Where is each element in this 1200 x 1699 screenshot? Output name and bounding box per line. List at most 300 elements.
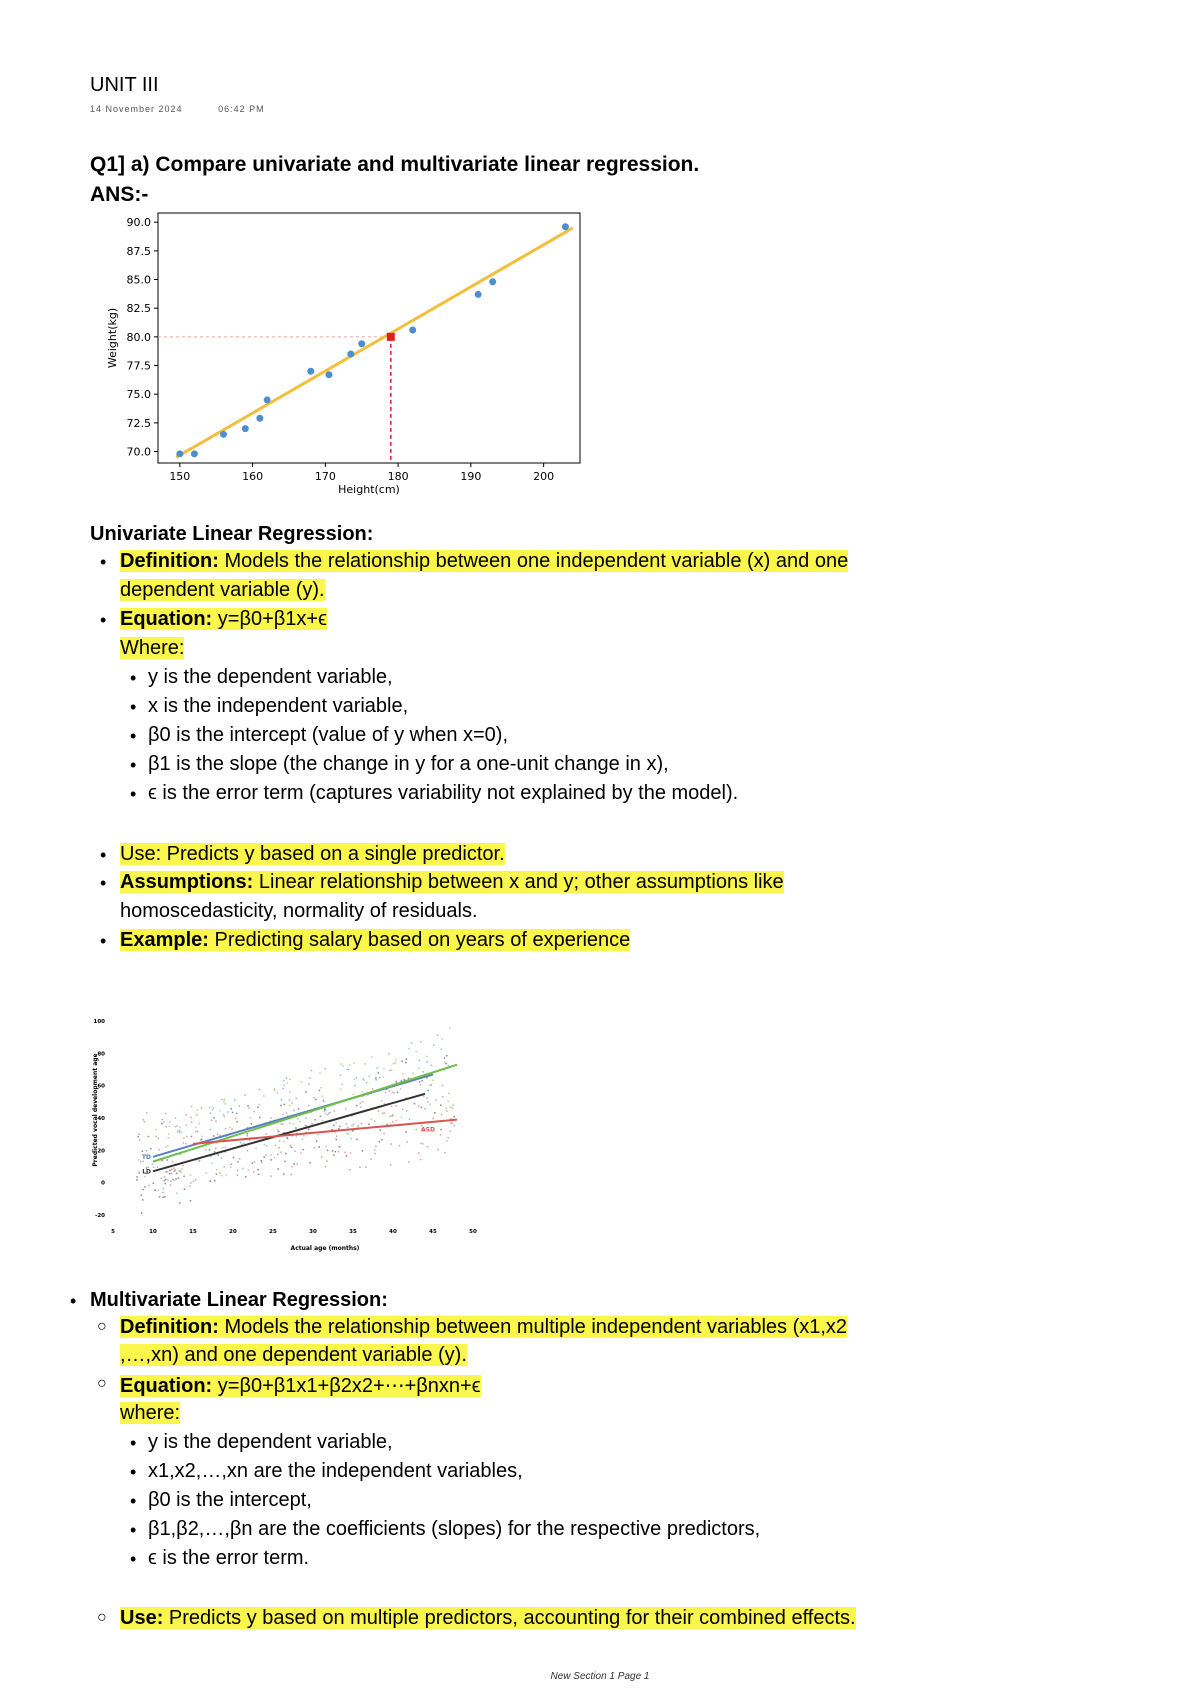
chart2-point — [300, 1081, 302, 1083]
chart2-xtick-label: 40 — [389, 1229, 397, 1235]
chart2-point — [261, 1162, 263, 1164]
chart2-point — [258, 1173, 260, 1175]
chart2-point — [447, 1100, 449, 1102]
chart2-series-label: ASD — [421, 1126, 435, 1134]
chart2-point — [212, 1107, 214, 1109]
chart2-point — [323, 1100, 325, 1102]
chart2-point — [402, 1108, 404, 1110]
chart2-point — [137, 1136, 139, 1138]
chart2-point — [365, 1166, 367, 1168]
sub-bullet: • — [130, 1549, 137, 1569]
chart2-point — [168, 1125, 170, 1127]
chart2-point — [418, 1067, 420, 1069]
chart2-point — [195, 1179, 197, 1181]
chart2-point — [445, 1107, 447, 1109]
chart2-point — [270, 1159, 272, 1161]
chart2-point — [165, 1126, 167, 1128]
chart2-point — [190, 1182, 192, 1184]
chart2-point — [270, 1154, 272, 1156]
univariate-use: Use: Predicts y based on a single predictor. — [120, 843, 505, 865]
chart2-point — [378, 1141, 380, 1143]
chart2-point — [213, 1117, 215, 1119]
chart2-point — [406, 1141, 408, 1143]
chart2-point — [164, 1196, 166, 1198]
chart2-point — [332, 1150, 334, 1152]
univariate-example: Example: Predicting salary based on years of experience — [120, 929, 631, 951]
chart2-point — [353, 1093, 355, 1095]
chart2-point — [162, 1196, 164, 1198]
chart2-point — [217, 1154, 219, 1156]
chart2-point — [427, 1089, 429, 1091]
multivariate-equation: Equation: y=β0+β1x1+β2x2+⋯+βnxn+ϵ — [120, 1375, 481, 1397]
chart2-point — [422, 1143, 424, 1145]
chart2-point — [205, 1172, 207, 1174]
bullet: • — [100, 610, 107, 630]
chart2-point — [414, 1103, 416, 1105]
chart2-point — [316, 1140, 318, 1142]
chart2-point — [176, 1125, 178, 1127]
chart2-point — [297, 1118, 299, 1120]
chart2-point — [397, 1091, 399, 1093]
chart2-point — [254, 1161, 256, 1163]
chart2-point — [263, 1156, 265, 1158]
chart2-point — [167, 1179, 169, 1181]
chart2-point — [446, 1140, 448, 1142]
chart2-point — [266, 1145, 268, 1147]
chart1-ytick-label: 82.5 — [126, 302, 151, 316]
sub-bullet: • — [130, 697, 137, 717]
chart2-series-label: TD — [141, 1153, 151, 1161]
chart2-point — [163, 1121, 165, 1123]
chart2-point — [221, 1099, 223, 1101]
univariate-definition-line2: dependent variable (y). — [120, 579, 325, 601]
chart2-point — [440, 1129, 442, 1131]
time-text: 06:42 PM — [218, 104, 265, 114]
chart2-point — [185, 1114, 187, 1116]
chart2-point — [408, 1077, 410, 1079]
chart2-xtick-label: 25 — [269, 1229, 277, 1235]
chart2-ytick-label: 80 — [97, 1051, 105, 1058]
chart2-point — [388, 1090, 390, 1092]
chart2-point — [263, 1144, 265, 1146]
sub-bullet: • — [130, 726, 137, 746]
chart2-point — [431, 1064, 433, 1066]
chart2-point — [420, 1107, 422, 1109]
chart2-point — [308, 1105, 310, 1107]
chart2-ytick-label: 0 — [101, 1180, 105, 1187]
chart2-point — [384, 1112, 386, 1114]
chart2-point — [390, 1164, 392, 1166]
chart2-point — [277, 1129, 279, 1131]
chart2-point — [432, 1079, 434, 1081]
chart2-xtick-label: 10 — [149, 1229, 157, 1235]
chart2-point — [184, 1188, 186, 1190]
chart2-point — [349, 1064, 351, 1066]
chart2-point — [216, 1169, 218, 1171]
chart2-point — [368, 1075, 370, 1077]
chart2-point — [237, 1170, 239, 1172]
chart2-point — [327, 1149, 329, 1151]
chart2-xtick-label: 5 — [111, 1229, 115, 1235]
chart2-point — [201, 1135, 203, 1137]
chart2-point — [368, 1123, 370, 1125]
chart2-point — [181, 1168, 183, 1170]
chart2-point — [432, 1117, 434, 1119]
chart2-point — [280, 1151, 282, 1153]
chart2-point — [179, 1127, 181, 1129]
chart2-point — [350, 1138, 352, 1140]
chart2-point — [286, 1137, 288, 1139]
chart2-point — [440, 1134, 442, 1136]
chart2-point — [176, 1192, 178, 1194]
chart1-xtick-label: 160 — [242, 470, 264, 483]
chart2-point — [191, 1136, 193, 1138]
chart2-point — [229, 1127, 231, 1129]
chart2-point — [453, 1125, 455, 1127]
chart2-point — [160, 1177, 162, 1179]
chart2-point — [418, 1105, 420, 1107]
chart2-point — [426, 1061, 428, 1063]
chart2-point — [441, 1114, 443, 1116]
chart2-point — [375, 1079, 377, 1081]
bullet: • — [100, 845, 107, 865]
chart2-point — [423, 1095, 425, 1097]
chart2-point — [400, 1116, 402, 1118]
list-item: β0 is the intercept (value of y when x=0), — [148, 724, 509, 746]
height-weight-chart — [90, 205, 590, 495]
bullet: • — [100, 873, 107, 893]
chart1-ytick-label: 72.5 — [126, 416, 151, 430]
chart2-point — [162, 1119, 164, 1121]
chart2-point — [389, 1069, 391, 1071]
chart2-point — [335, 1139, 337, 1141]
chart2-point — [283, 1103, 285, 1105]
bullet: • — [70, 1291, 77, 1311]
chart2-ytick-label: 20 — [97, 1148, 105, 1155]
chart1-frame — [158, 213, 580, 463]
chart2-point — [141, 1212, 143, 1214]
chart2-point — [345, 1123, 347, 1125]
chart2-point — [311, 1123, 313, 1125]
chart2-point — [412, 1072, 414, 1074]
chart1-point — [489, 278, 496, 285]
chart2-point — [164, 1176, 166, 1178]
chart2-point — [146, 1150, 148, 1152]
chart2-point — [444, 1061, 446, 1063]
chart1-point — [409, 326, 416, 333]
chart2-point — [441, 1038, 443, 1040]
sub-bullet: • — [130, 1462, 137, 1482]
chart2-point — [270, 1175, 272, 1177]
chart2-point — [154, 1189, 156, 1191]
chart2-point — [350, 1152, 352, 1154]
bullet: • — [100, 552, 107, 572]
chart2-point — [158, 1149, 160, 1151]
chart2-point — [148, 1185, 150, 1187]
chart2-point — [195, 1131, 197, 1133]
chart2-point — [374, 1149, 376, 1151]
chart2-point — [178, 1131, 180, 1133]
chart2-xtick-label: 45 — [429, 1229, 437, 1235]
chart1-fit-line — [176, 228, 573, 457]
list-item: β0 is the intercept, — [148, 1489, 312, 1511]
chart2-point — [418, 1060, 420, 1062]
chart2-point — [440, 1048, 442, 1050]
univariate-assumptions-line1: Assumptions: Linear relationship between x and y; other assumptions like — [120, 871, 784, 893]
chart2-point — [258, 1089, 260, 1091]
chart2-point — [360, 1123, 362, 1125]
chart2-point — [223, 1101, 225, 1103]
list-item: β1 is the slope (the change in y for a one-unit change in x), — [148, 753, 669, 775]
chart2-point — [340, 1088, 342, 1090]
list-item: x1,x2,…,xn are the independent variables, — [148, 1460, 523, 1482]
chart2-point — [240, 1142, 242, 1144]
chart2-point — [277, 1168, 279, 1170]
chart2-point — [233, 1157, 235, 1159]
chart2-point — [227, 1111, 229, 1113]
chart2-point — [359, 1102, 361, 1104]
chart2-point — [174, 1170, 176, 1172]
chart2-point — [166, 1159, 168, 1161]
chart2-point — [244, 1094, 246, 1096]
chart2-point — [395, 1081, 397, 1083]
chart2-point — [178, 1177, 180, 1179]
answer-label: ANS:- — [90, 183, 149, 206]
chart2-point — [383, 1068, 385, 1070]
chart2-point — [247, 1105, 249, 1107]
chart2-point — [274, 1157, 276, 1159]
chart2-point — [399, 1145, 401, 1147]
chart2-point — [196, 1114, 198, 1116]
chart2-point — [283, 1141, 285, 1143]
chart2-point — [302, 1149, 304, 1151]
chart2-series-line — [153, 1065, 457, 1162]
chart2-point — [420, 1041, 422, 1043]
chart2-point — [429, 1103, 431, 1105]
chart2-point — [162, 1192, 164, 1194]
chart2-point — [422, 1071, 424, 1073]
chart2-point — [440, 1104, 442, 1106]
chart2-xtick-label: 20 — [229, 1229, 237, 1235]
chart2-point — [284, 1161, 286, 1163]
chart2-point — [142, 1199, 144, 1201]
chart2-point — [325, 1146, 327, 1148]
chart2-point — [208, 1149, 210, 1151]
chart2-point — [172, 1179, 174, 1181]
chart2-point — [258, 1104, 260, 1106]
chart2-point — [141, 1150, 143, 1152]
chart2-point — [170, 1180, 172, 1182]
chart2-point — [309, 1077, 311, 1079]
chart2-point — [221, 1175, 223, 1177]
chart2-point — [155, 1135, 157, 1137]
chart2-point — [247, 1169, 249, 1171]
chart2-point — [253, 1111, 255, 1113]
chart2-point — [371, 1056, 373, 1058]
chart2-point — [170, 1184, 172, 1186]
chart2-point — [318, 1146, 320, 1148]
chart2-point — [153, 1166, 155, 1168]
chart2-point — [190, 1174, 192, 1176]
list-item: y is the dependent variable, — [148, 666, 393, 688]
chart2-point — [178, 1170, 180, 1172]
chart2-point — [182, 1142, 184, 1144]
chart1-ytick-label: 87.5 — [126, 244, 151, 258]
chart2-point — [393, 1063, 395, 1065]
chart2-point — [285, 1153, 287, 1155]
chart2-point — [174, 1180, 176, 1182]
chart2-point — [381, 1139, 383, 1141]
chart2-point — [183, 1137, 185, 1139]
chart1-xtick-label: 200 — [533, 470, 555, 483]
chart2-point — [391, 1106, 393, 1108]
chart2-point — [362, 1101, 364, 1103]
chart2-point — [200, 1107, 202, 1109]
chart2-point — [408, 1119, 410, 1121]
chart2-point — [392, 1114, 394, 1116]
chart2-point — [151, 1163, 153, 1165]
chart2-point — [247, 1150, 249, 1152]
chart2-point — [259, 1117, 261, 1119]
chart2-point — [392, 1091, 394, 1093]
chart2-point — [295, 1127, 297, 1129]
chart2-point — [294, 1150, 296, 1152]
chart2-point — [282, 1088, 284, 1090]
sub-bullet: • — [130, 668, 137, 688]
chart2-point — [362, 1150, 364, 1152]
chart1-point — [176, 450, 183, 457]
chart2-point — [230, 1108, 232, 1110]
multivariate-heading: Multivariate Linear Regression: — [90, 1289, 388, 1311]
chart2-point — [411, 1042, 413, 1044]
chart2-point — [420, 1159, 422, 1161]
chart2-ytick-label: 40 — [97, 1116, 105, 1123]
chart2-point — [174, 1126, 176, 1128]
chart2-point — [183, 1175, 185, 1177]
chart2-point — [351, 1125, 353, 1127]
chart2-point — [408, 1048, 410, 1050]
chart2-point — [377, 1072, 379, 1074]
list-item: x is the independent variable, — [148, 695, 409, 717]
chart2-point — [177, 1130, 179, 1132]
multivariate-definition-line2: ,…,xn) and one dependent variable (y). — [120, 1344, 467, 1366]
chart2-point — [293, 1110, 295, 1112]
chart2-point — [263, 1095, 265, 1097]
chart2-point — [449, 1106, 451, 1108]
chart2-point — [340, 1063, 342, 1065]
chart2-point — [289, 1091, 291, 1093]
chart2-point — [165, 1113, 167, 1115]
chart2-point — [395, 1059, 397, 1061]
chart2-point — [148, 1136, 150, 1138]
chart2-point — [314, 1147, 316, 1149]
chart2-point — [314, 1119, 316, 1121]
chart2-point — [278, 1131, 280, 1133]
chart2-point — [136, 1179, 138, 1181]
chart2-point — [291, 1146, 293, 1148]
chart2-point — [238, 1105, 240, 1107]
chart2-point — [144, 1121, 146, 1123]
chart2-point — [371, 1119, 373, 1121]
chart2-point — [405, 1058, 407, 1060]
list-item: β1,β2,…,βn are the coefficients (slopes) for the respective predictors, — [148, 1518, 761, 1540]
chart2-point — [302, 1138, 304, 1140]
chart2-point — [190, 1200, 192, 1202]
chart2-point — [169, 1173, 171, 1175]
chart2-xtick-label: 35 — [349, 1229, 357, 1235]
chart2-point — [305, 1091, 307, 1093]
chart2-point — [242, 1168, 244, 1170]
chart1-point — [256, 415, 263, 422]
chart1-point — [347, 351, 354, 358]
chart2-point — [168, 1133, 170, 1135]
multivariate-definition-line1: Definition: Models the relationship between multiple independent variables (x1,x2 — [120, 1316, 848, 1338]
chart2-point — [189, 1185, 191, 1187]
chart2-point — [353, 1124, 355, 1126]
chart2-point — [449, 1130, 451, 1132]
chart2-point — [395, 1105, 397, 1107]
chart2-ytick-label: 100 — [93, 1019, 105, 1026]
chart2-point — [283, 1080, 285, 1082]
chart2-point — [157, 1137, 159, 1139]
chart2-point — [232, 1112, 234, 1114]
chart2-point — [211, 1119, 213, 1121]
chart2-point — [434, 1112, 436, 1114]
chart2-point — [420, 1084, 422, 1086]
chart2-point — [171, 1169, 173, 1171]
chart2-point — [140, 1161, 142, 1163]
chart2-point — [219, 1172, 221, 1174]
chart2-point — [196, 1109, 198, 1111]
chart2-point — [447, 1065, 449, 1067]
chart2-point — [376, 1067, 378, 1069]
chart1-ytick-label: 90.0 — [126, 216, 151, 230]
chart2-point — [315, 1099, 317, 1101]
chart1-highlight-point — [387, 333, 395, 341]
chart2-point — [319, 1090, 321, 1092]
chart2-point — [172, 1161, 174, 1163]
chart2-point — [255, 1148, 257, 1150]
chart2-point — [140, 1194, 142, 1196]
chart2-point — [400, 1088, 402, 1090]
chart2-point — [210, 1129, 212, 1131]
chart1-point — [325, 371, 332, 378]
date-text: 14 November 2024 — [90, 104, 183, 114]
chart2-point — [225, 1128, 227, 1130]
chart2-point — [319, 1115, 321, 1117]
chart2-point — [136, 1176, 138, 1178]
univariate-assumptions-line2: homoscedasticity, normality of residuals. — [120, 900, 478, 922]
chart2-point — [265, 1154, 267, 1156]
chart1-xtick-label: 180 — [387, 470, 409, 483]
chart2-xlabel: Actual age (months) — [290, 1245, 360, 1252]
sub-bullet: • — [130, 755, 137, 775]
chart2-point — [231, 1163, 233, 1165]
chart2-point — [221, 1157, 223, 1159]
chart2-point — [322, 1120, 324, 1122]
chart2-point — [223, 1115, 225, 1117]
chart2-point — [167, 1137, 169, 1139]
chart2-point — [453, 1116, 455, 1118]
chart1-ytick-label: 85.0 — [126, 273, 151, 287]
chart2-point — [182, 1165, 184, 1167]
chart2-point — [243, 1142, 245, 1144]
chart2-point — [339, 1146, 341, 1148]
chart2-point — [370, 1158, 372, 1160]
chart2-point — [155, 1129, 157, 1131]
chart2-point — [333, 1124, 335, 1126]
chart1-point — [475, 291, 482, 298]
